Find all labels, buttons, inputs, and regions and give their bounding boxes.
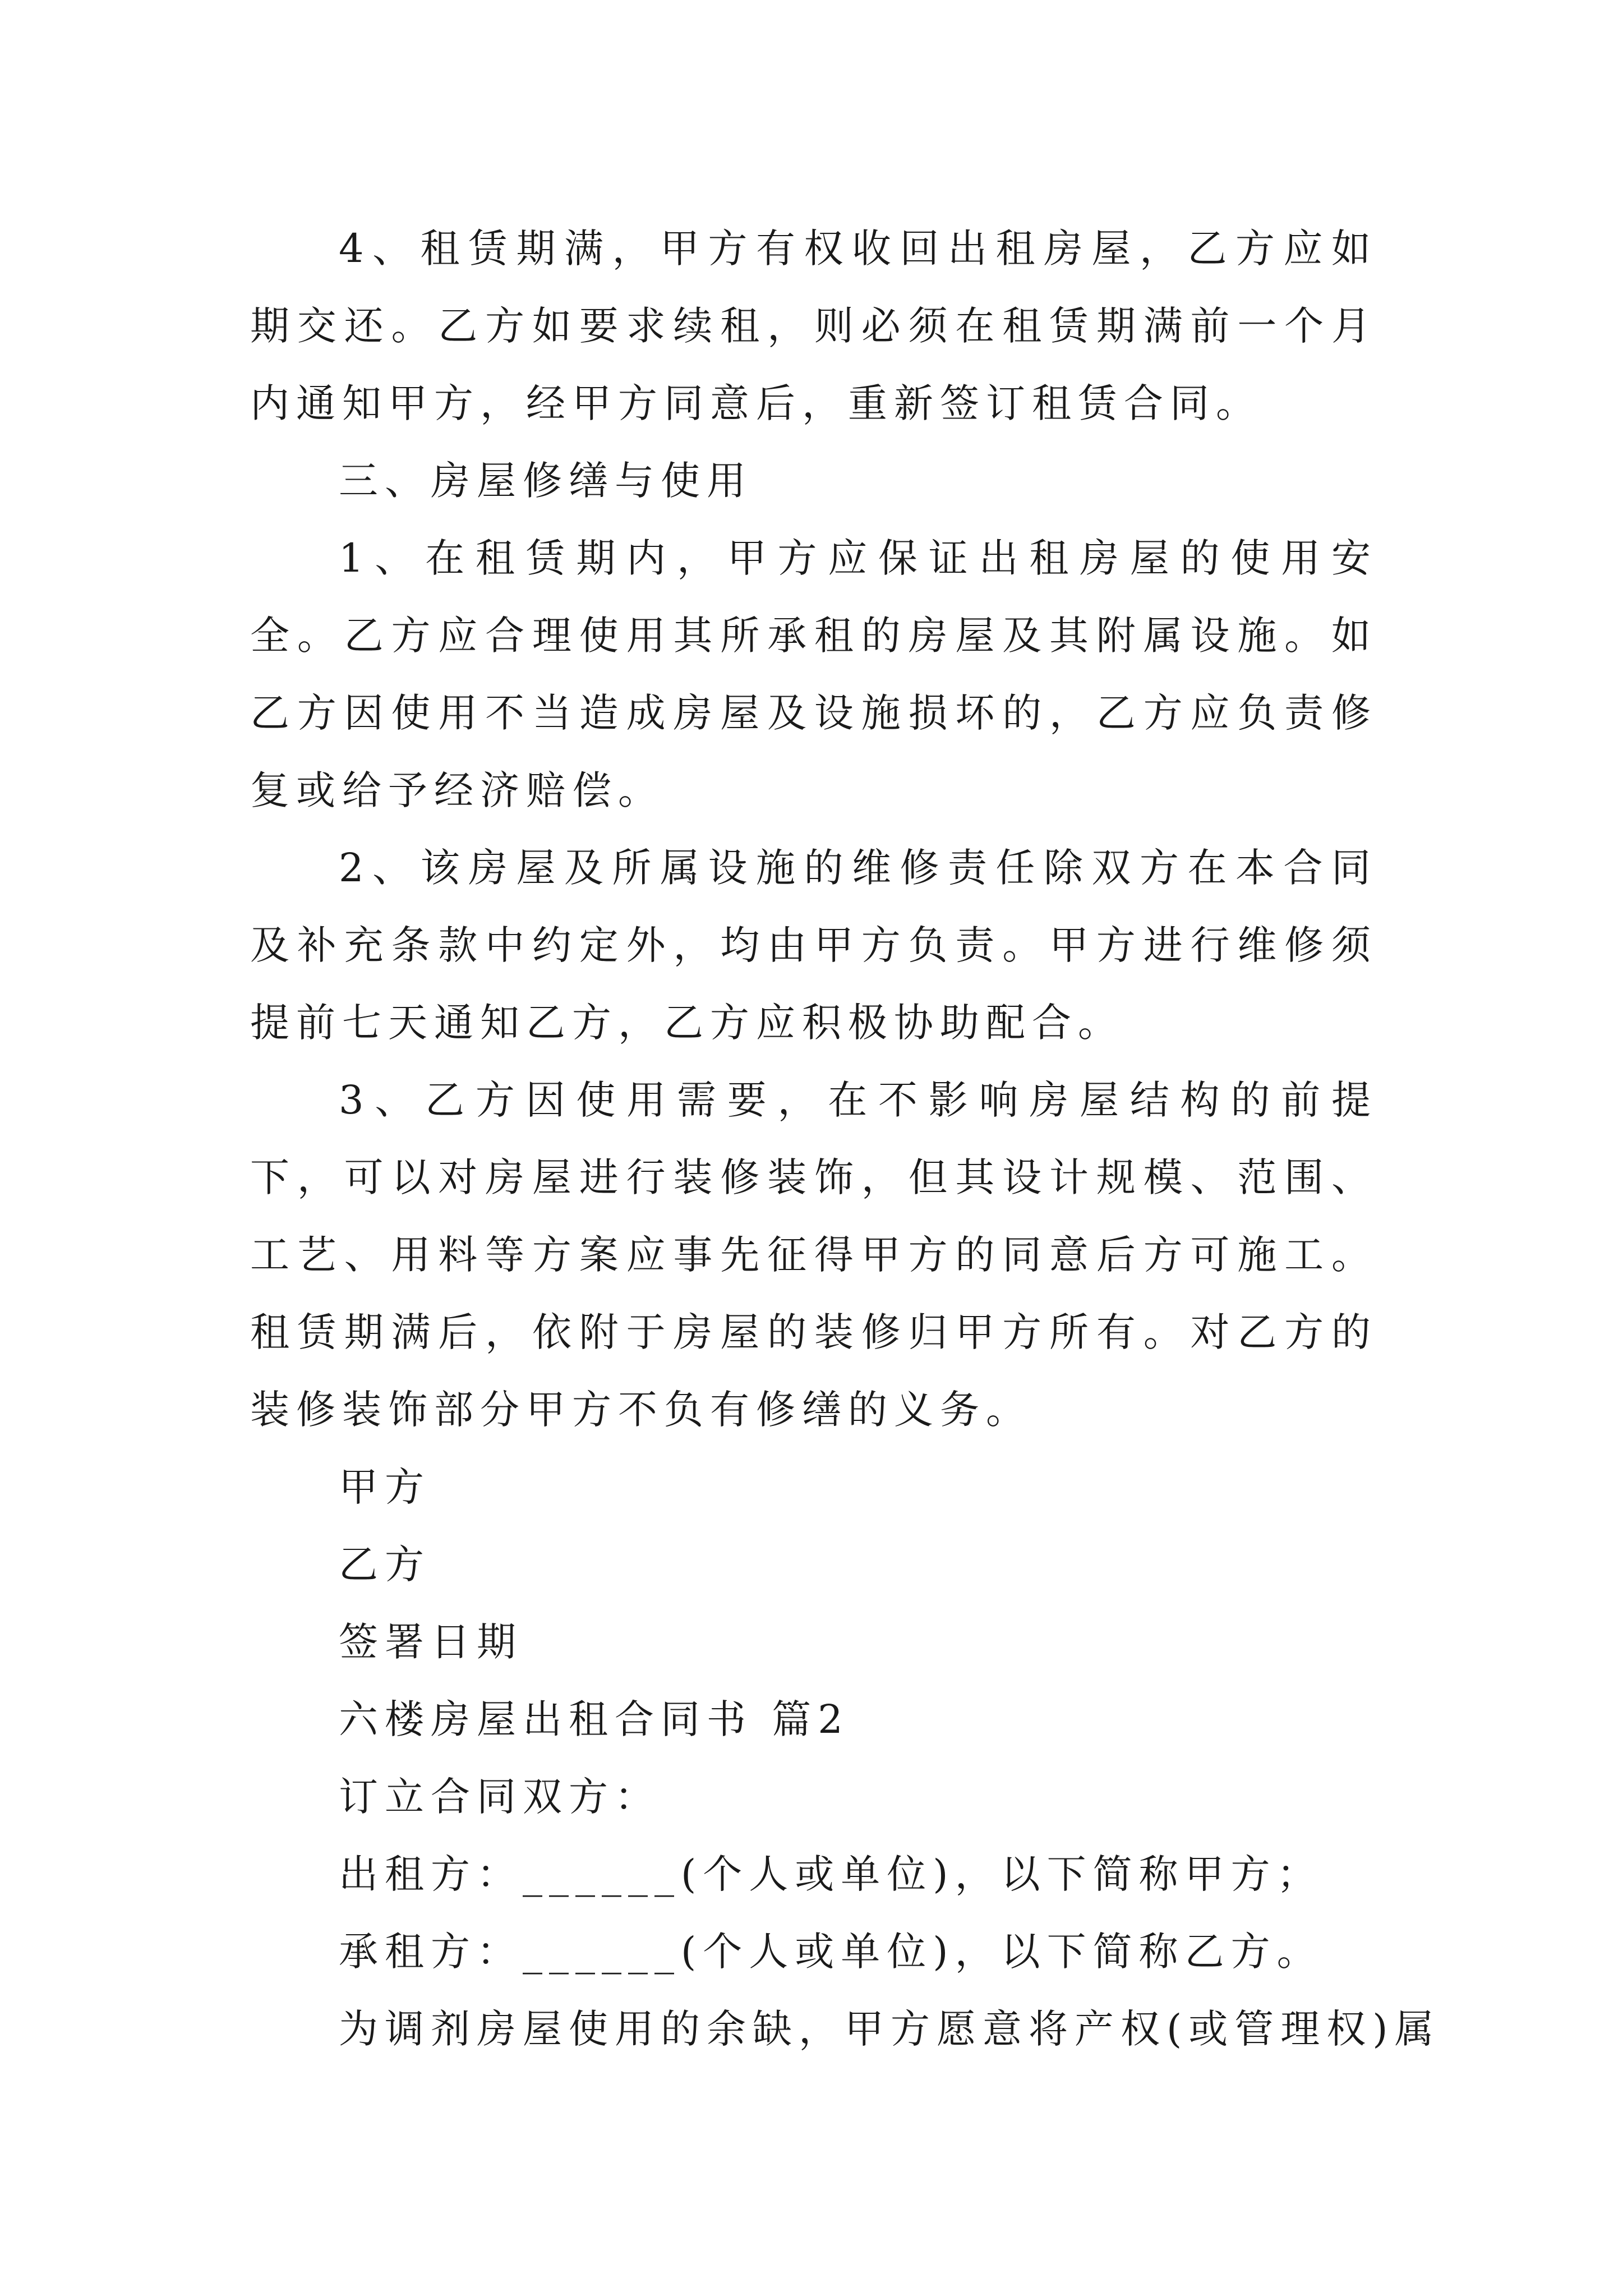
party-a-label: 甲方 — [339, 1464, 431, 1510]
paragraph-clause-1: 1、在租赁期内，甲方应保证出租房屋的使用安全。乙方应合理使用其所承租的房屋及其附属设施。如乙方因使用不当造成房屋及设施损坏的，乙方应负责修复或给予经济赔偿。 — [250, 535, 1377, 813]
section-heading-repair-use: 三、房屋修缮与使用 — [339, 458, 753, 504]
contract-title-part-2: 六楼房屋出租合同书 篇2 — [339, 1696, 850, 1742]
paragraph-clause-3: 3、乙方因使用需要，在不影响房屋结构的前提下，可以对房屋进行装修装饰，但其设计规模、范围、工艺、用料等方案应事先征得甲方的同意后方可施工。租赁期满后，依附于房屋的装修归甲方所有。对乙方的装修装饰部分甲方不负有修缮的义务。 — [250, 1077, 1377, 1433]
paragraph-lease-expiry: 4、租赁期满，甲方有权收回出租房屋，乙方应如期交还。乙方如要求续租，则必须在租赁期满前一个月内通知甲方，经甲方同意后，重新签订租赁合同。 — [250, 226, 1377, 426]
party-b-label: 乙方 — [339, 1542, 431, 1588]
signing-date-label: 签署日期 — [339, 1619, 523, 1665]
paragraph-clause-2: 2、该房屋及所属设施的维修责任除双方在本合同及补充条款中约定外，均由甲方负责。甲方进行维修须提前七天通知乙方，乙方应积极协助配合。 — [250, 845, 1377, 1046]
lessee-line: 承租方：______(个人或单位)，以下简称乙方。 — [339, 1929, 1323, 1975]
purpose-line: 为调剂房屋使用的余缺，甲方愿意将产权(或管理权)属 — [339, 2006, 1441, 2052]
contract-parties-heading: 订立合同双方： — [339, 1774, 661, 1820]
lessor-line: 出租方：______(个人或单位)，以下简称甲方； — [339, 1851, 1323, 1897]
document-body — [250, 210, 1441, 2068]
